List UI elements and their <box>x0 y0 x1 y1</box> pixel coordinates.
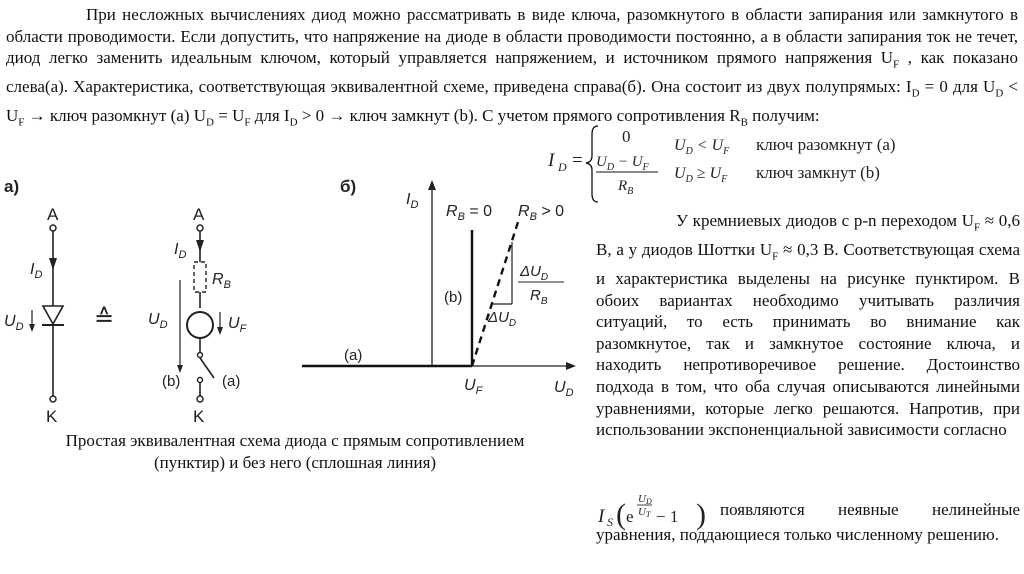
eq-row1-text: ключ разомкнут (а) <box>756 135 896 154</box>
intro-text: > 0 → ключ замкнут (b). С учетом прямого сопротивления R <box>297 105 741 125</box>
x-axis-label: $U_D$ <box>554 379 574 399</box>
intro-paragraph <box>6 4 1018 134</box>
diode-voltage-label: $U_D$ <box>4 313 24 333</box>
formula-exp-denominator: UT <box>638 506 651 519</box>
figure-caption: Простая эквивалентная схема диода с прямым сопротивлением (пунктир) и без него (сплошная линия) <box>65 431 525 472</box>
source-arrowhead <box>217 327 223 335</box>
cathode-label: K <box>46 407 58 426</box>
subscript: D <box>206 116 214 129</box>
right-text: появляются неявные нелинейные <box>720 500 1020 519</box>
x-axis-arrow <box>566 362 576 370</box>
formula-S: S <box>607 515 613 529</box>
eq-row2-condition: $U_D \ge U_F$ <box>674 165 728 185</box>
right-paragraph <box>596 210 1020 441</box>
eq-lhs: I <box>548 150 555 171</box>
slope-delta-label: $\Delta U_D$ <box>488 309 517 329</box>
anode-label: A <box>47 205 59 224</box>
anode-label: A <box>193 205 205 224</box>
cathode-terminal <box>50 396 56 402</box>
eq-sign: = <box>572 150 583 171</box>
intro-text: = 0 для U <box>919 76 996 96</box>
intro-text: = U <box>213 105 245 125</box>
switch-label-b: (b) <box>162 373 181 390</box>
circuit-current-label: $I_D$ <box>174 241 187 261</box>
anode-terminal <box>197 225 203 231</box>
eq-row2-numerator: $U_D - U_F$ <box>596 154 649 173</box>
right-text: ≈ 0,6 В, а у диодов Шоттки U <box>596 211 1020 259</box>
formula-minus-one: − 1 <box>656 507 679 526</box>
figure-a-label: а) <box>4 177 20 196</box>
resistor-dashed <box>194 262 206 292</box>
equivalence-symbol: ≙ <box>94 305 115 332</box>
segment-a-label: (a) <box>344 347 363 364</box>
intro-text: , как показано слева(а). Характеристика, соответствующая эквивалентной схеме, приведена справа(б). Она состоит из двух полупрямых: I <box>6 48 1018 96</box>
slope-numerator: $\Delta U_D$ <box>520 263 549 283</box>
formula-left-paren: ( <box>616 498 626 531</box>
eq-row1-value: 0 <box>622 127 631 146</box>
y-axis-arrow <box>428 180 436 190</box>
switch-label-a: (a) <box>222 373 241 390</box>
switch-pivot <box>198 353 203 358</box>
diode-current-label: $I_D$ <box>30 261 43 281</box>
subscript: D <box>995 87 1004 100</box>
slope-denominator: $R_B$ <box>530 287 548 307</box>
figure-b-label: б) <box>340 177 357 196</box>
switch-blade <box>200 358 214 378</box>
subscript: F <box>18 116 25 129</box>
voltage-source-icon <box>187 312 213 338</box>
intro-text: получим: <box>747 105 820 125</box>
dashed-rb-line <box>472 222 518 366</box>
subscript: F <box>973 221 981 234</box>
y-axis-label: $I_D$ <box>406 191 419 211</box>
resistor-label: $R_B$ <box>212 271 231 291</box>
cathode-label: K <box>193 407 205 426</box>
circuit-voltage-label: $U_D$ <box>148 311 168 331</box>
rb-zero-label: $R_B = 0$ <box>446 203 493 223</box>
figure-a-circuit <box>0 170 290 430</box>
eq-lhs-sub: D <box>558 160 567 174</box>
source-label: $U_F$ <box>228 315 247 335</box>
current-arrow <box>196 240 204 252</box>
formula-exp-numerator: UD <box>638 493 652 506</box>
voltage-arrowhead <box>177 365 183 373</box>
eq-row2-text: ключ замкнут (b) <box>756 163 880 182</box>
formula-e: e <box>626 507 634 526</box>
intro-text: → ключ разомкнут (а) U <box>24 105 207 125</box>
subscript: F <box>893 58 900 71</box>
intro-text: < U <box>6 76 1018 125</box>
current-arrow <box>49 258 57 270</box>
piecewise-equation <box>546 122 1016 204</box>
formula-block <box>596 488 1020 546</box>
right-text: ≈ 0,3 В. Соответствующая схема и характеристика выделены на рисунке пунктиром. В обоих вариантах необходимо учитывать различия ситуаций, то есть принимать во внимание как разомкнутое, так и замкнутое состояние ключа, и находить непротиворечивое решение. Достоинство подхода в том, что оба случая описываются линейными уравнениями, которые легко решаются. Напротив, при использовании экспоненциальной зависимости согласно <box>596 239 1020 440</box>
segment-b-label: (b) <box>444 289 463 306</box>
uf-label: $U_F$ <box>464 377 483 397</box>
cathode-terminal <box>197 396 203 402</box>
anode-terminal <box>50 225 56 231</box>
formula-right-paren: ) <box>696 498 706 531</box>
diode-icon <box>43 306 63 324</box>
figure-b-characteristic <box>292 170 590 406</box>
eq-row2-denominator: $R_B$ <box>618 178 634 197</box>
subscript: D <box>289 116 298 129</box>
subscript: B <box>740 116 748 129</box>
voltage-arrowhead <box>29 324 35 332</box>
formula-I: I <box>598 506 605 527</box>
eq-row1-condition: $U_D < U_F$ <box>674 137 730 157</box>
intro-text: для I <box>250 105 290 125</box>
intro-text: При несложных вычислениях диод можно рассматривать в виде ключа, разомкнутого в области запирания или замкнутого в области проводимости. Если допустить, что напряжение на диоде в области проводимости постоянно, а в области запирания ток не течет, диод легко заменить идеальным ключом, который управляется напряжением, и источником прямого напряжения U <box>6 5 1018 67</box>
right-text: У кремниевых диодов с p-n переходом U <box>676 211 974 230</box>
subscript: D <box>911 87 920 100</box>
rb-positive-label: $R_B > 0$ <box>518 203 565 223</box>
subscript: F <box>772 250 779 263</box>
subscript: F <box>244 116 251 129</box>
right-text: уравнения, поддающиеся только численному решению. <box>596 525 999 544</box>
switch-contact <box>198 378 203 383</box>
